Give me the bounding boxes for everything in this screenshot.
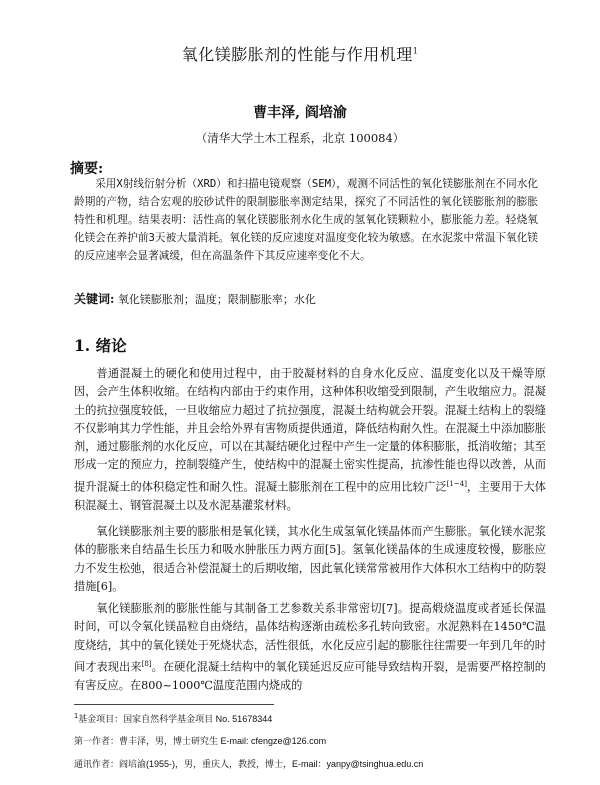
section-heading: 1. 绪论 (74, 336, 127, 355)
citation-8: [8] (141, 659, 152, 668)
footnote-1-mark: 1 (74, 711, 79, 720)
title-footnote-mark: 1 (412, 46, 419, 56)
footnote-corresponding-author: 通讯作者：阎培渝(1955-)，男，重庆人，教授，博士，E-mail：yanpy@tsinghua.edu.cn (74, 759, 424, 769)
paragraph-1-tail: ，主要用于大体积混凝土、钢管混凝土以及水泥基灌浆材料。 (74, 480, 546, 512)
keywords (74, 290, 554, 307)
paper-title-text: 氧化镁膨胀剂的性能与作用机理 (181, 45, 413, 64)
paragraph-1 (74, 365, 546, 515)
paragraph-2: 氧化镁膨胀剂主要的膨胀相是氧化镁，其水化生成氢氧化镁晶体而产生膨胀。氧化镁水泥浆体的膨胀来自结晶生长压力和吸水肿胀压力两方面[5]。氢氧化镁晶体的生成速度较慢，膨胀应力不发生松弛，很适合补偿混凝土的后期收缩，因此氧化镁常常被用作大体积水工结构中的防裂措施[6]。 (74, 525, 546, 593)
footnote-rule (74, 704, 274, 705)
affiliation: （清华大学土木工程系，北京 100084） (195, 131, 405, 145)
abstract-heading: 摘要: (70, 161, 104, 177)
paragraph-3-text: 氧化镁膨胀剂的膨胀性能与其制备工艺参数关系非常密切[7]。提高煅烧温度或者延长保温时间，可以令氧化镁晶粒自由烧结，晶体结构逐渐由疏松多孔转向致密。水泥熟料在1450℃温度烧结，其中的氧化镁处于死烧状态，活性很低，水化反应引起的膨胀往往需要一年到几年的时间才表现出来 (74, 602, 546, 674)
paragraph-3 (74, 600, 546, 695)
paper-title (0, 42, 600, 65)
footnote-funding (74, 711, 272, 725)
footnote-1-text: 基金项目：国家自然科学基金项目 No. 51678344 (78, 714, 273, 724)
footnote-first-author: 第一作者：曹丰泽，男，博士研究生 E-mail: cfengze@126.com (74, 736, 327, 746)
abstract-text: 采用X射线衍射分析（XRD）和扫描电镜观察（SEM），观测不同活性的氧化镁膨胀剂在不同水化龄期的产物，结合宏观的胶砂试件的限制膨胀率测定结果，探究了不同活性的氧化镁膨胀剂的膨胀特性和机理。结果表明：活性高的氧化镁膨胀剂水化生成的氢氧化镁颗粒小，膨胀能力差。轻烧氧化镁会在养护前3天被大量消耗。氧化镁的反应速度对温度变化较为敏感。在水泥浆中常温下氧化镁的反应速率会显著减缓，但在高温条件下其反应速率变化不大。 (74, 178, 538, 262)
keywords-text: 氧化镁膨胀剂；温度；限制膨胀率；水化 (117, 293, 316, 306)
paragraph-3-tail: 。在硬化混凝土结构中的氧化镁延迟反应可能导致结构开裂，是需要严格控制的有害反应。在800~1000℃温度范围内烧成的 (74, 660, 546, 692)
keywords-label: 关键词: (74, 292, 115, 306)
paragraph-1-text: 普通混凝土的硬化和使用过程中，由于胶凝材料的自身水化反应、温度变化以及干燥等原因，会产生体积收缩。在结构内部由于约束作用，这种体积收缩受到限制，产生收缩应力。混凝土的抗拉强度较低，一旦收缩应力超过了抗拉强度，混凝土结构就会开裂。混凝土结构上的裂缝不仅影响其力学性能，并且会给外界有害物质提供通道，降低结构耐久性。在混凝土中添加膨胀剂，通过膨胀剂的水化反应，可以在其凝结硬化过程中产生一定量的体积膨胀，抵消收缩；其至形成一定的预应力，控制裂缝产生，使结构中的混凝土密实性提高，抗渗性能也得以改善，从而提升混凝土的体积稳定性和耐久性。混凝土膨胀剂在工程中的应用比较广泛 (74, 367, 546, 494)
authors: 曹丰泽, 阎培渝 (253, 105, 347, 121)
citation-1-4: [1~4] (446, 479, 467, 488)
